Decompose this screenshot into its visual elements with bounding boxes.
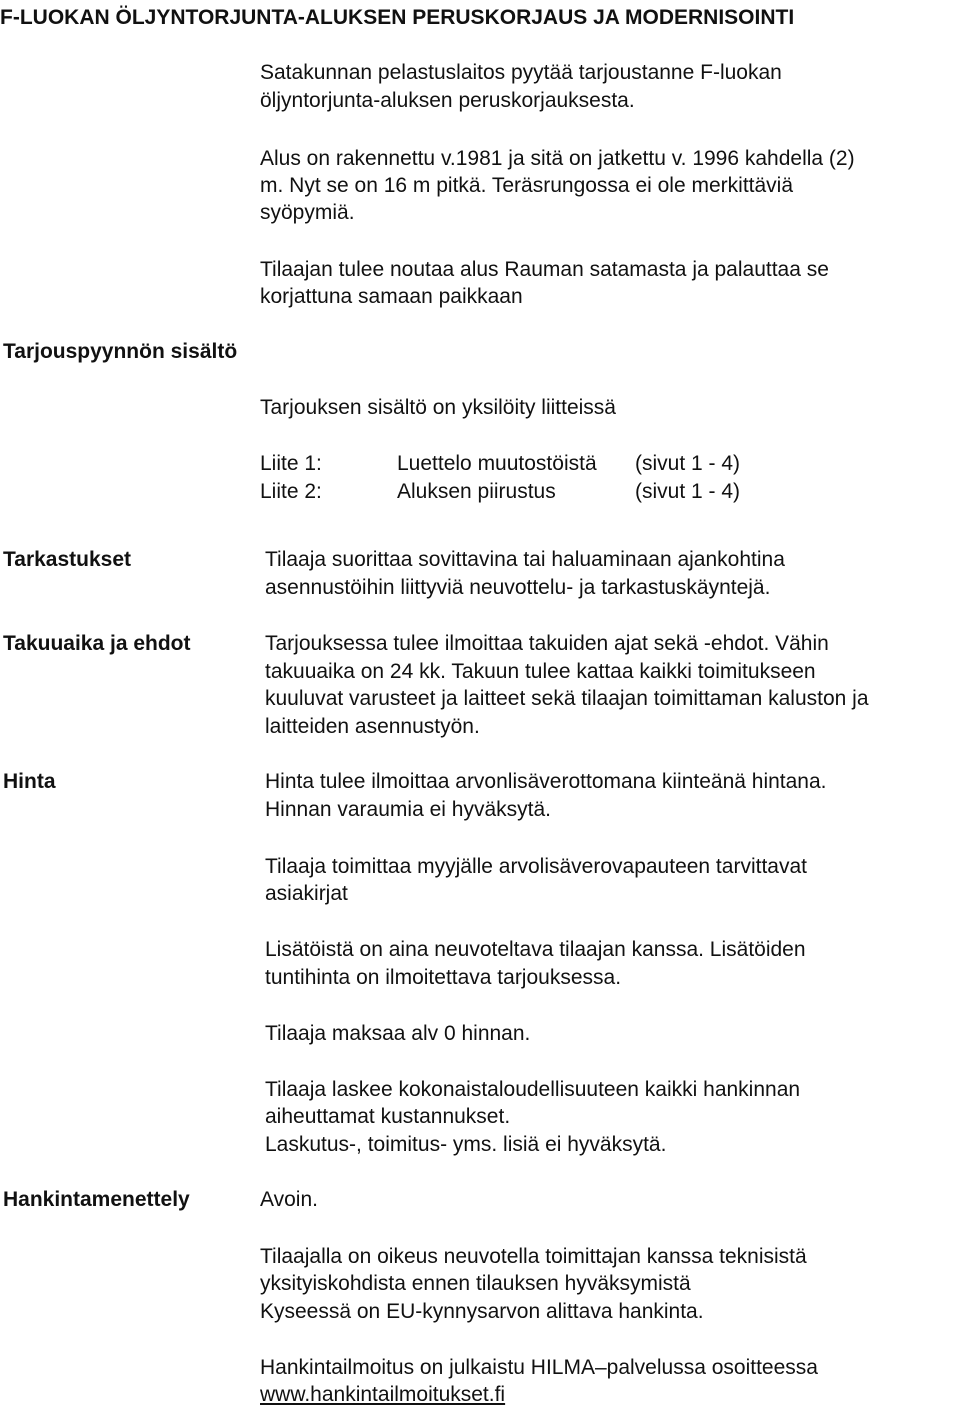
liite-name: Aluksen piirustus [397, 480, 556, 503]
hinta-line: Hinnan varaumia ei hyväksytä. [265, 798, 551, 821]
section-label-tarkastukset: Tarkastukset [3, 548, 132, 571]
hinta-line: Hinta tulee ilmoittaa arvonlisäverottomana kiinteänä hintana. [265, 770, 827, 793]
hankinta-line: Avoin. [260, 1188, 318, 1211]
section-label-hankinta: Hankintamenettely [3, 1188, 190, 1211]
liite-name: Luettelo muutostöistä [397, 452, 597, 475]
section-label-hinta: Hinta [3, 770, 56, 793]
takuuaika-line: takuuaika on 24 kk. Takuun tulee kattaa kaikki toimitukseen [265, 660, 816, 683]
section-label-sisalto: Tarjouspyynnön sisältö [3, 340, 238, 363]
hinta-line: Tilaaja maksaa alv 0 hinnan. [265, 1022, 531, 1045]
intro-line: korjattuna samaan paikkaan [260, 285, 523, 308]
intro-line: Satakunnan pelastuslaitos pyytää tarjoustanne F-luokan [260, 61, 782, 84]
intro-line: öljyntorjunta-aluksen peruskorjauksesta. [260, 89, 635, 112]
intro-line: Alus on rakennettu v.1981 ja sitä on jatkettu v. 1996 kahdella (2) [260, 147, 855, 170]
hankinta-line: yksityiskohdista ennen tilauksen hyväksymistä [260, 1272, 691, 1295]
sisalto-text: Tarjouksen sisältö on yksilöity liitteissä [260, 396, 616, 419]
intro-line: Tilaajan tulee noutaa alus Rauman satamasta ja palauttaa se [260, 258, 829, 281]
section-label-takuuaika: Takuuaika ja ehdot [3, 632, 191, 655]
hinta-line: Tilaaja laskee kokonaistaloudellisuuteen kaikki hankinnan [265, 1078, 801, 1101]
liite-id: Liite 2: [260, 480, 322, 503]
tarkastukset-line: asennustöihin liittyviä neuvottelu- ja tarkastuskäyntejä. [265, 576, 771, 599]
page-title: F-LUOKAN ÖLJYNTORJUNTA-ALUKSEN PERUSKORJAUS JA MODERNISOINTI [0, 6, 795, 29]
liite-pages: (sivut 1 - 4) [635, 480, 741, 503]
hinta-line: asiakirjat [265, 882, 348, 905]
hinta-line: aiheuttamat kustannukset. [265, 1105, 511, 1128]
hinta-line: tuntihinta on ilmoitettava tarjouksessa. [265, 966, 622, 989]
hankintailmoitukset-link[interactable]: www.hankintailmoitukset.fi [260, 1383, 506, 1406]
liite-id: Liite 1: [260, 452, 322, 475]
tarkastukset-line: Tilaaja suorittaa sovittavina tai haluaminaan ajankohtina [265, 548, 785, 571]
takuuaika-line: kuuluvat varusteet ja laitteet sekä tilaajan toimittaman kaluston ja [265, 687, 869, 710]
hinta-line: Laskutus-, toimitus- yms. lisiä ei hyväksytä. [265, 1133, 667, 1156]
takuuaika-line: Tarjouksessa tulee ilmoittaa takuiden ajat sekä -ehdot. Vähin [265, 632, 829, 655]
intro-line: m. Nyt se on 16 m pitkä. Teräsrungossa ei ole merkittäviä [260, 174, 794, 197]
liite-pages: (sivut 1 - 4) [635, 452, 741, 475]
hankinta-line: Tilaajalla on oikeus neuvotella toimittajan kanssa teknisistä [260, 1245, 807, 1268]
hankinta-line: Hankintailmoitus on julkaistu HILMA–palvelussa osoitteessa [260, 1356, 818, 1379]
hinta-line: Lisätöistä on aina neuvoteltava tilaajan kanssa. Lisätöiden [265, 938, 806, 961]
hinta-line: Tilaaja toimittaa myyjälle arvolisäverovapauteen tarvittavat [265, 855, 807, 878]
hankinta-line: Kyseessä on EU-kynnysarvon alittava hankinta. [260, 1300, 704, 1323]
intro-line: syöpymiä. [260, 201, 355, 224]
takuuaika-line: laitteiden asennustyön. [265, 715, 480, 738]
